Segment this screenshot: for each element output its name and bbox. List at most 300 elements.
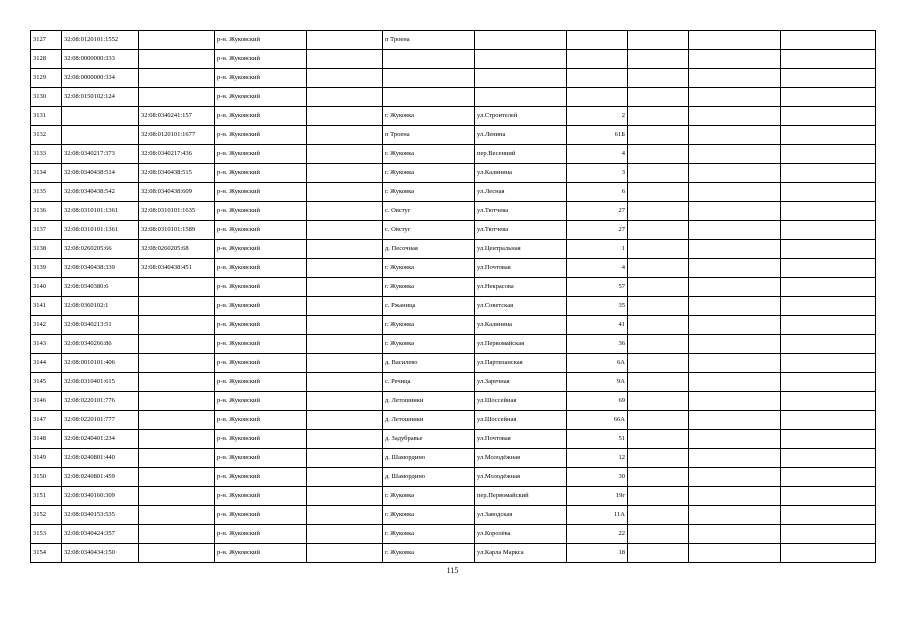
table-cell [139, 354, 215, 373]
table-cell: ул.Калинина [475, 316, 567, 335]
table-cell: р-н. Жуковский [215, 107, 307, 126]
table-cell [307, 392, 383, 411]
table-cell: 3134 [31, 164, 62, 183]
table-cell: 3132 [31, 126, 62, 145]
table-cell: 32:08:0120101:1677 [139, 126, 215, 145]
table-row [31, 50, 876, 69]
table-cell [307, 468, 383, 487]
table-cell [781, 31, 876, 50]
table-cell: г. Жуковка [383, 183, 475, 202]
table-cell: 3127 [31, 31, 62, 50]
table-cell [628, 221, 689, 240]
table-cell [567, 31, 628, 50]
table-cell [689, 449, 781, 468]
table-cell: 3137 [31, 221, 62, 240]
table-cell [781, 88, 876, 107]
table-cell [689, 468, 781, 487]
table-cell [689, 373, 781, 392]
table-cell [689, 183, 781, 202]
table-cell: д. Шамордино [383, 449, 475, 468]
table-cell [781, 335, 876, 354]
table-cell: 66А [567, 411, 628, 430]
table-row [31, 183, 876, 202]
table-cell [781, 297, 876, 316]
table-cell [139, 544, 215, 563]
table-row [31, 88, 876, 107]
table-cell: ул.Центральная [475, 240, 567, 259]
table-cell [628, 145, 689, 164]
table-cell: 6А [567, 354, 628, 373]
table-cell: 3145 [31, 373, 62, 392]
table-cell [781, 392, 876, 411]
table-cell: 3151 [31, 487, 62, 506]
table-cell [139, 525, 215, 544]
table-cell [567, 69, 628, 88]
table-cell: 32:08:0340266:86 [62, 335, 139, 354]
table-cell: 32:08:0340380:6 [62, 278, 139, 297]
table-cell: 3147 [31, 411, 62, 430]
table-row [31, 145, 876, 164]
table-cell: р-н. Жуковский [215, 335, 307, 354]
table-cell: 32:08:0340438:451 [139, 259, 215, 278]
table-cell: 27 [567, 221, 628, 240]
table-cell: ул.Строителей [475, 107, 567, 126]
table-cell: ул.Лесная [475, 183, 567, 202]
table-row [31, 449, 876, 468]
table-cell: 3150 [31, 468, 62, 487]
table-cell [139, 316, 215, 335]
table-cell [628, 164, 689, 183]
table-cell: 32:08:0340434:150 [62, 544, 139, 563]
table-cell [689, 354, 781, 373]
table-cell [781, 183, 876, 202]
table-cell: 3148 [31, 430, 62, 449]
table-row [31, 316, 876, 335]
table-cell: 1 [567, 240, 628, 259]
table-cell [139, 297, 215, 316]
table-cell: р-н. Жуковский [215, 202, 307, 221]
table-cell: 32:08:0340438:542 [62, 183, 139, 202]
table-cell [307, 259, 383, 278]
table-cell: 4 [567, 145, 628, 164]
table-cell [139, 430, 215, 449]
table-cell [307, 221, 383, 240]
table-cell: г. Жуковка [383, 145, 475, 164]
table-cell: 32:08:0310101:1361 [62, 221, 139, 240]
table-cell: р-н. Жуковский [215, 164, 307, 183]
table-cell [628, 88, 689, 107]
table-cell: 32:08:0220101:777 [62, 411, 139, 430]
table-row [31, 107, 876, 126]
table-row [31, 335, 876, 354]
table-cell [781, 544, 876, 563]
table-cell: д. Летошники [383, 411, 475, 430]
table-cell [781, 126, 876, 145]
table-cell: р-н. Жуковский [215, 525, 307, 544]
table-cell [567, 50, 628, 69]
table-cell: ул.Некрасова [475, 278, 567, 297]
table-cell: 3146 [31, 392, 62, 411]
table-cell: 3129 [31, 69, 62, 88]
table-cell [139, 373, 215, 392]
table-cell: 2 [567, 107, 628, 126]
table-row [31, 31, 876, 50]
table-cell [781, 430, 876, 449]
table-cell [628, 50, 689, 69]
table-cell [62, 107, 139, 126]
table-cell: д. Летошники [383, 392, 475, 411]
table-cell [628, 240, 689, 259]
table-cell: 3144 [31, 354, 62, 373]
table-row [31, 506, 876, 525]
table-cell [689, 525, 781, 544]
table-cell: 32:08:0340438:515 [139, 164, 215, 183]
table-cell: с. Ржаница [383, 297, 475, 316]
table-cell: 19г [567, 487, 628, 506]
table-cell [307, 145, 383, 164]
table-cell: 3 [567, 164, 628, 183]
table-cell: 32:08:0240401:234 [62, 430, 139, 449]
table-cell: 32:08:0310101:1589 [139, 221, 215, 240]
table-cell: р-н. Жуковский [215, 31, 307, 50]
table-cell: 32:08:0010101:406 [62, 354, 139, 373]
table-row [31, 430, 876, 449]
table-cell [139, 487, 215, 506]
table-cell: р-н. Жуковский [215, 278, 307, 297]
table-cell: пер.Первомайский [475, 487, 567, 506]
table-cell [139, 392, 215, 411]
table-cell [307, 126, 383, 145]
table-cell: 3133 [31, 145, 62, 164]
table-cell: п Троена [383, 31, 475, 50]
table-cell: с. Овстуг [383, 202, 475, 221]
table-cell [307, 69, 383, 88]
table-cell [628, 278, 689, 297]
table-cell: г. Жуковка [383, 335, 475, 354]
table-cell: р-н. Жуковский [215, 240, 307, 259]
table-body [31, 31, 876, 563]
table-cell [689, 392, 781, 411]
register-table [30, 30, 876, 563]
table-cell: д. Василево [383, 354, 475, 373]
table-cell [628, 544, 689, 563]
table-cell: г. Жуковка [383, 278, 475, 297]
table-cell: 3142 [31, 316, 62, 335]
table-cell [475, 88, 567, 107]
table-cell [383, 88, 475, 107]
table-cell: ул.Шоссейная [475, 392, 567, 411]
table-cell: г. Жуковка [383, 487, 475, 506]
table-cell [689, 487, 781, 506]
table-cell [781, 506, 876, 525]
table-cell [689, 316, 781, 335]
table-cell: д. Задубравье [383, 430, 475, 449]
table-cell [781, 202, 876, 221]
table-cell: р-н. Жуковский [215, 506, 307, 525]
table-cell [307, 31, 383, 50]
table-cell [781, 525, 876, 544]
table-cell: 3138 [31, 240, 62, 259]
table-cell [139, 335, 215, 354]
table-cell [689, 430, 781, 449]
table-cell: ул.Первомайская [475, 335, 567, 354]
table-cell [139, 449, 215, 468]
table-cell [689, 221, 781, 240]
table-cell [307, 449, 383, 468]
table-row [31, 411, 876, 430]
table-cell: 69 [567, 392, 628, 411]
table-cell: р-н. Жуковский [215, 316, 307, 335]
table-cell: 11А [567, 506, 628, 525]
table-cell: 32:08:0260205:66 [62, 240, 139, 259]
table-cell: 9А [567, 373, 628, 392]
table-cell [307, 525, 383, 544]
table-cell: 32:08:0340213:51 [62, 316, 139, 335]
table-cell: 3140 [31, 278, 62, 297]
table-cell: ул.Тютчева [475, 221, 567, 240]
table-cell: ул.Ленина [475, 126, 567, 145]
table-cell [628, 126, 689, 145]
table-cell [628, 430, 689, 449]
table-cell: р-н. Жуковский [215, 88, 307, 107]
table-cell: ул.Почтовая [475, 259, 567, 278]
table-cell: 27 [567, 202, 628, 221]
table-cell: г. Жуковка [383, 525, 475, 544]
table-cell [628, 259, 689, 278]
table-cell [307, 335, 383, 354]
table-cell [628, 354, 689, 373]
table-row [31, 278, 876, 297]
table-cell [781, 221, 876, 240]
table-cell [628, 449, 689, 468]
table-cell [628, 468, 689, 487]
table-cell: ул.Партизанская [475, 354, 567, 373]
table-cell [139, 50, 215, 69]
table-cell [689, 506, 781, 525]
table-cell: 6 [567, 183, 628, 202]
table-cell: р-н. Жуковский [215, 221, 307, 240]
table-cell [307, 430, 383, 449]
table-cell: 35 [567, 297, 628, 316]
table-cell [781, 278, 876, 297]
table-row [31, 373, 876, 392]
table-cell [475, 69, 567, 88]
table-row [31, 392, 876, 411]
table-cell: р-н. Жуковский [215, 373, 307, 392]
table-cell: ул.Шоссейная [475, 411, 567, 430]
table-cell: 3136 [31, 202, 62, 221]
table-cell: д. Песочная [383, 240, 475, 259]
table-cell [307, 487, 383, 506]
table-cell [781, 259, 876, 278]
table-cell [781, 50, 876, 69]
table-row [31, 259, 876, 278]
table-cell [307, 278, 383, 297]
table-cell [689, 259, 781, 278]
table-cell [781, 354, 876, 373]
table-cell: 61Б [567, 126, 628, 145]
table-cell [781, 240, 876, 259]
table-row [31, 69, 876, 88]
table-cell: ул.Королёва [475, 525, 567, 544]
table-cell: 32:08:0220101:776 [62, 392, 139, 411]
table-cell: ул.Заречная [475, 373, 567, 392]
table-row [31, 126, 876, 145]
table-cell: 32:08:0340217:373 [62, 145, 139, 164]
table-row [31, 164, 876, 183]
table-cell [689, 50, 781, 69]
table-cell: 32:08:0120101:1552 [62, 31, 139, 50]
table-cell [689, 69, 781, 88]
table-cell: с. Овстуг [383, 221, 475, 240]
table-cell [307, 354, 383, 373]
table-cell: ул.Молодёжная [475, 449, 567, 468]
table-cell [781, 164, 876, 183]
table-cell: ул.Советская [475, 297, 567, 316]
table-cell: ул.Тютчева [475, 202, 567, 221]
table-cell: ул.Почтовая [475, 430, 567, 449]
table-cell: 30 [567, 468, 628, 487]
table-cell: ул.Заводская [475, 506, 567, 525]
table-row [31, 240, 876, 259]
table-cell: 41 [567, 316, 628, 335]
table-cell [781, 449, 876, 468]
table-cell [689, 202, 781, 221]
table-cell: г. Жуковка [383, 164, 475, 183]
table-cell [781, 411, 876, 430]
table-cell [307, 107, 383, 126]
table-cell: г. Жуковка [383, 259, 475, 278]
table-cell: 32:08:0340153:535 [62, 506, 139, 525]
table-cell: р-н. Жуковский [215, 468, 307, 487]
table-row [31, 544, 876, 563]
table-row [31, 354, 876, 373]
table-cell: 32:08:0340438:609 [139, 183, 215, 202]
table-cell: р-н. Жуковский [215, 145, 307, 164]
table-cell [383, 50, 475, 69]
table-cell [475, 31, 567, 50]
table-cell [628, 202, 689, 221]
table-cell: г. Жуковка [383, 506, 475, 525]
table-cell [628, 392, 689, 411]
table-cell: г. Жуковка [383, 544, 475, 563]
table-cell [307, 50, 383, 69]
table-cell: 3152 [31, 506, 62, 525]
table-cell [307, 544, 383, 563]
table-cell: 32:08:0340438:514 [62, 164, 139, 183]
table-cell: 32:08:0240801:440 [62, 449, 139, 468]
table-row [31, 487, 876, 506]
table-cell: 3143 [31, 335, 62, 354]
table-cell: 32:08:0000000:333 [62, 50, 139, 69]
table-cell [307, 373, 383, 392]
table-cell: р-н. Жуковский [215, 69, 307, 88]
table-cell: 3135 [31, 183, 62, 202]
table-cell: р-н. Жуковский [215, 430, 307, 449]
page-number: 115 [446, 566, 459, 575]
table-cell [781, 69, 876, 88]
table-cell [628, 297, 689, 316]
table-cell: 32:08:0240801:459 [62, 468, 139, 487]
table-cell [139, 88, 215, 107]
table-cell [781, 107, 876, 126]
table-cell [139, 468, 215, 487]
table-cell: 3154 [31, 544, 62, 563]
table-cell [689, 544, 781, 563]
table-cell: г. Жуковка [383, 107, 475, 126]
table-cell: 32:08:0310101:1635 [139, 202, 215, 221]
table-cell [628, 506, 689, 525]
table-cell: 3130 [31, 88, 62, 107]
table-cell: р-н. Жуковский [215, 487, 307, 506]
table-cell: 3153 [31, 525, 62, 544]
table-cell: 12 [567, 449, 628, 468]
table-cell [307, 506, 383, 525]
table-cell: 3139 [31, 259, 62, 278]
table-cell [475, 50, 567, 69]
table-cell [62, 126, 139, 145]
table-cell [689, 31, 781, 50]
table-cell [689, 335, 781, 354]
table-cell: 32:08:0310101:1361 [62, 202, 139, 221]
table-cell: 32:08:0310401:615 [62, 373, 139, 392]
table-cell [628, 31, 689, 50]
table-cell [139, 69, 215, 88]
table-cell: р-н. Жуковский [215, 126, 307, 145]
table-cell: 3141 [31, 297, 62, 316]
table-cell [307, 164, 383, 183]
table-cell: 32:08:0340241:157 [139, 107, 215, 126]
table-cell: р-н. Жуковский [215, 544, 307, 563]
table-cell [628, 525, 689, 544]
table-cell: 3131 [31, 107, 62, 126]
table-cell [307, 202, 383, 221]
table-cell: 32:08:0340217:436 [139, 145, 215, 164]
table-cell [628, 335, 689, 354]
table-cell: р-н. Жуковский [215, 449, 307, 468]
table-cell: р-н. Жуковский [215, 50, 307, 69]
table-cell [689, 240, 781, 259]
table-cell: 32:08:0150102:124 [62, 88, 139, 107]
table-cell: р-н. Жуковский [215, 297, 307, 316]
table-cell [307, 240, 383, 259]
table-cell [628, 316, 689, 335]
table-cell: 32:08:0360102:1 [62, 297, 139, 316]
table-cell [689, 145, 781, 164]
table-cell: д. Шамордино [383, 468, 475, 487]
table-cell: п Троена [383, 126, 475, 145]
table-cell [781, 373, 876, 392]
table-cell: 3149 [31, 449, 62, 468]
table-cell [383, 69, 475, 88]
table-row [31, 202, 876, 221]
table-cell [307, 183, 383, 202]
table-cell [628, 69, 689, 88]
table-cell [307, 316, 383, 335]
table-cell [781, 316, 876, 335]
table-cell: 32:08:0260205:68 [139, 240, 215, 259]
table-cell: ул.Молодёжная [475, 468, 567, 487]
table-cell [689, 164, 781, 183]
table-cell: 32:08:0340160:309 [62, 487, 139, 506]
table-cell: р-н. Жуковский [215, 411, 307, 430]
table-row [31, 297, 876, 316]
table-cell: ул.Карла Маркса [475, 544, 567, 563]
table-cell: пер.Весенний [475, 145, 567, 164]
table-cell [689, 88, 781, 107]
table-cell: 3128 [31, 50, 62, 69]
table-cell: р-н. Жуковский [215, 354, 307, 373]
